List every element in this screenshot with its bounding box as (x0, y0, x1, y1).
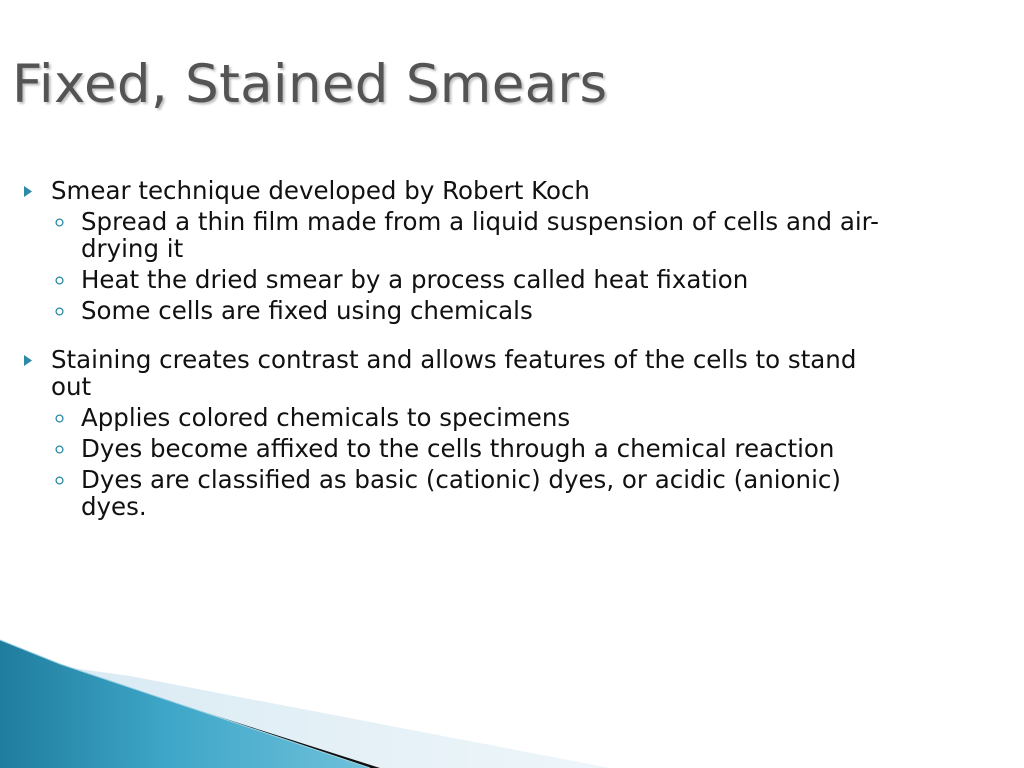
decorative-wave-graphic (0, 638, 1024, 768)
slide-content (20, 177, 900, 524)
sub-bullet-item (20, 435, 900, 462)
ring-icon (52, 208, 81, 235)
sub-bullet-item (20, 266, 900, 293)
ring-icon (52, 404, 81, 431)
triangle-right-icon (20, 346, 51, 373)
triangle-right-icon (20, 177, 51, 204)
sub-bullet-item (20, 297, 900, 324)
bullet-item (20, 346, 900, 400)
sub-bullet-text: Applies colored chemicals to specimens (81, 403, 571, 432)
ring-icon (52, 297, 81, 324)
sub-bullet-text: Spread a thin film made from a liquid suspension of cells and air-drying it (81, 207, 879, 263)
sub-bullet-text: Heat the dried smear by a process called heat fixation (81, 265, 749, 294)
sub-bullet-text: Dyes become affixed to the cells through a chemical reaction (81, 434, 835, 463)
ring-icon (52, 266, 81, 293)
sub-bullet-item (20, 466, 900, 520)
ring-icon (52, 466, 81, 493)
sub-bullet-text: Some cells are fixed using chemicals (81, 296, 533, 325)
bullet-item (20, 177, 900, 204)
sub-bullet-text: Dyes are classified as basic (cationic) dyes, or acidic (anionic) dyes. (81, 465, 841, 521)
sub-bullet-item (20, 404, 900, 431)
bullet-group (20, 346, 900, 520)
bullet-text: Smear technique developed by Robert Koch (51, 176, 590, 205)
ring-icon (52, 435, 81, 462)
bullet-group (20, 177, 900, 324)
sub-bullet-item (20, 208, 900, 262)
slide-title: Fixed, Stained Smears (12, 54, 608, 115)
bullet-text: Staining creates contrast and allows features of the cells to stand out (51, 345, 857, 401)
